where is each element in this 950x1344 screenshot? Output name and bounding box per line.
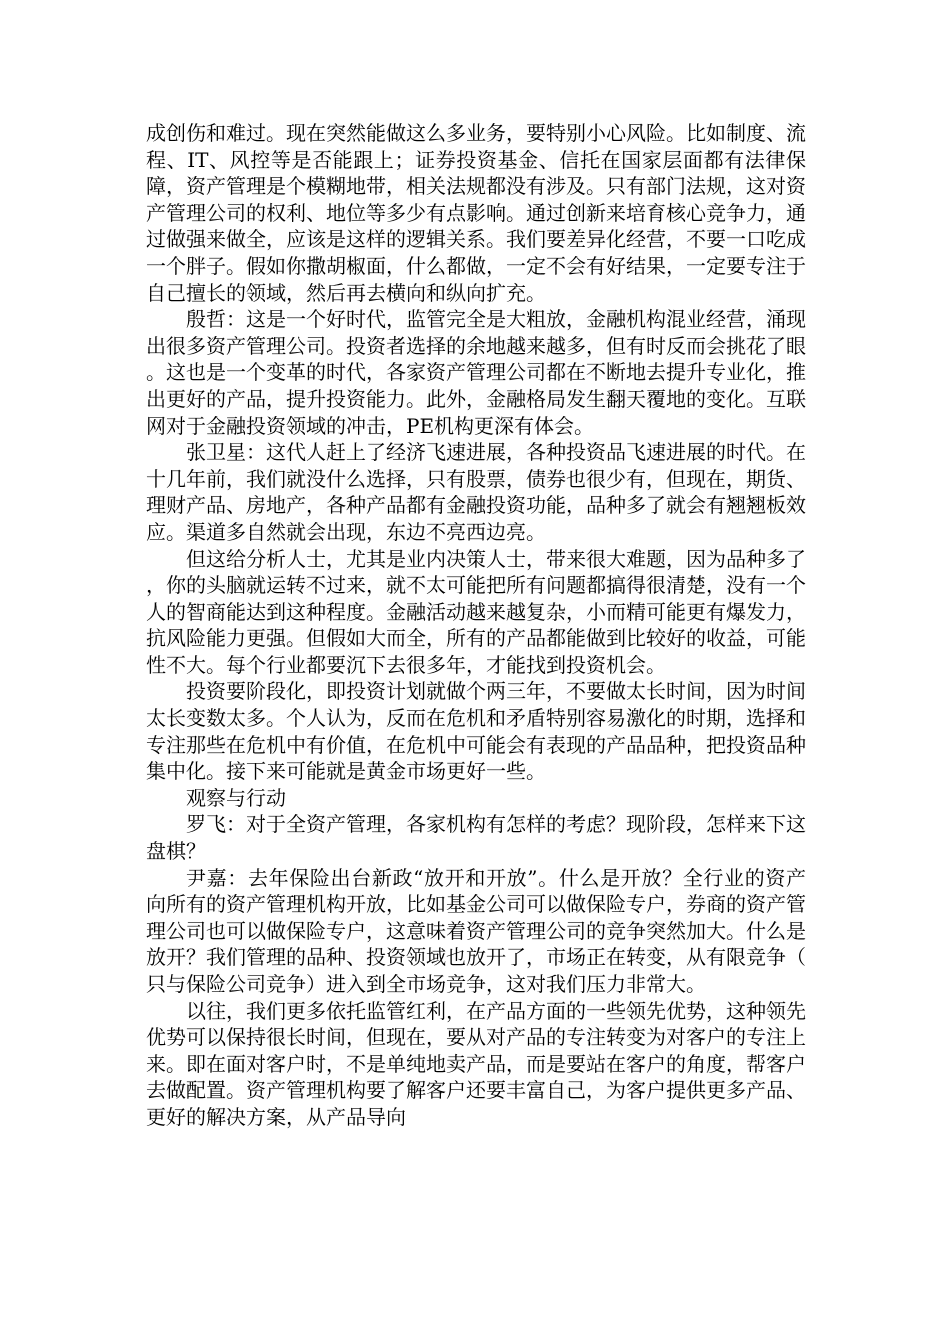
section-heading: 观察与行动 (186, 785, 286, 810)
paragraph-luo-fei: 罗飞：对于全资产管理，各家机构有怎样的考虑？现阶段，怎样来下这盘棋？ (146, 812, 806, 864)
paragraph-yin-jia: 尹嘉：去年保险出台新政“放开和开放”。什么是开放？全行业的资产向所有的资产管理机构开放，比如基金公司可以做保险专户，券商的资产管理公司也可以做保险专户，这意味着资产管理公司的竞争突然加大。什么是放开？我们管理的品种、投资领域也放开了，市场正在转变，从有限竞争（只与保险公司竞争）进入到全市场竞争，这对我们压力非常大。 (146, 865, 806, 996)
paragraph-staged-investment: 投资要阶段化，即投资计划就做个两三年，不要做太长时间，因为时间太长变数太多。个人认为，反而在危机和矛盾特别容易激化的时期，选择和专注那些在危机中有价值，在危机中可能会有表现的产品品种，把投资品种集中化。接下来可能就是黄金市场更好一些。 (146, 679, 806, 784)
paragraph-analysts: 但这给分析人士，尤其是业内决策人士，带来很大难题，因为品种多了，你的头脑就运转不过来，就不太可能把所有问题都搞得很清楚，没有一个人的智商能达到这种程度。金融活动越来越复杂，小而精可能更有爆发力，抗风险能力更强。但假如大而全，所有的产品都能做到比较好的收益，可能性不大。每个行业都要沉下去很多年，才能找到投资机会。 (146, 546, 806, 677)
paragraph-customer-focus: 以往，我们更多依托监管红利，在产品方面的一些领先优势，这种领先优势可以保持很长时间，但现在，要从对产品的专注转变为对客户的专注上来。即在面对客户时，不是单纯地卖产品，而是要站在客户的角度，帮客户去做配置。资产管理机构要了解客户还要丰富自己，为客户提供更多产品、更好的解决方案，从产品导向 (146, 998, 806, 1129)
document-body (146, 120, 806, 1131)
paragraph-yin-zhe: 殷哲：这是一个好时代，监管完全是大粗放，金融机构混业经营，涌现出很多资产管理公司。投资者选择的余地越来越多，但有时反而会挑花了眼。这也是一个变革的时代，各家资产管理公司都在不断地去提升专业化，推出更好的产品，提升投资能力。此外，金融格局发生翻天覆地的变化。互联网对于金融投资领域的冲击，PE机构更深有体会。 (146, 307, 806, 438)
paragraph-zhang-weixing: 张卫星：这代人赶上了经济飞速进展，各种投资品飞速进展的时代。在十几年前，我们就没什么选择，只有股票，债券也很少有，但现在，期货、理财产品、房地产，各种产品都有金融投资功能，品种多了就会有翘翘板效应。渠道多自然就会出现，东边不亮西边亮。 (146, 440, 806, 544)
paragraph-continued: 成创伤和难过。现在突然能做这么多业务，要特别小心风险。比如制度、流程、IT、风控等是否能跟上；证券投资基金、信托在国家层面都有法律保障，资产管理是个模糊地带，相关法规都没有涉及。只有部门法规，这对资产管理公司的权利、地位等多少有点影响。通过创新来培育核心竞争力，通过做强来做全，应该是这样的逻辑关系。我们要差异化经营，不要一口吃成一个胖子。假如你撒胡椒面，什么都做，一定不会有好结果，一定要专注于自己擅长的领域，然后再去横向和纵向扩充。 (146, 121, 806, 305)
